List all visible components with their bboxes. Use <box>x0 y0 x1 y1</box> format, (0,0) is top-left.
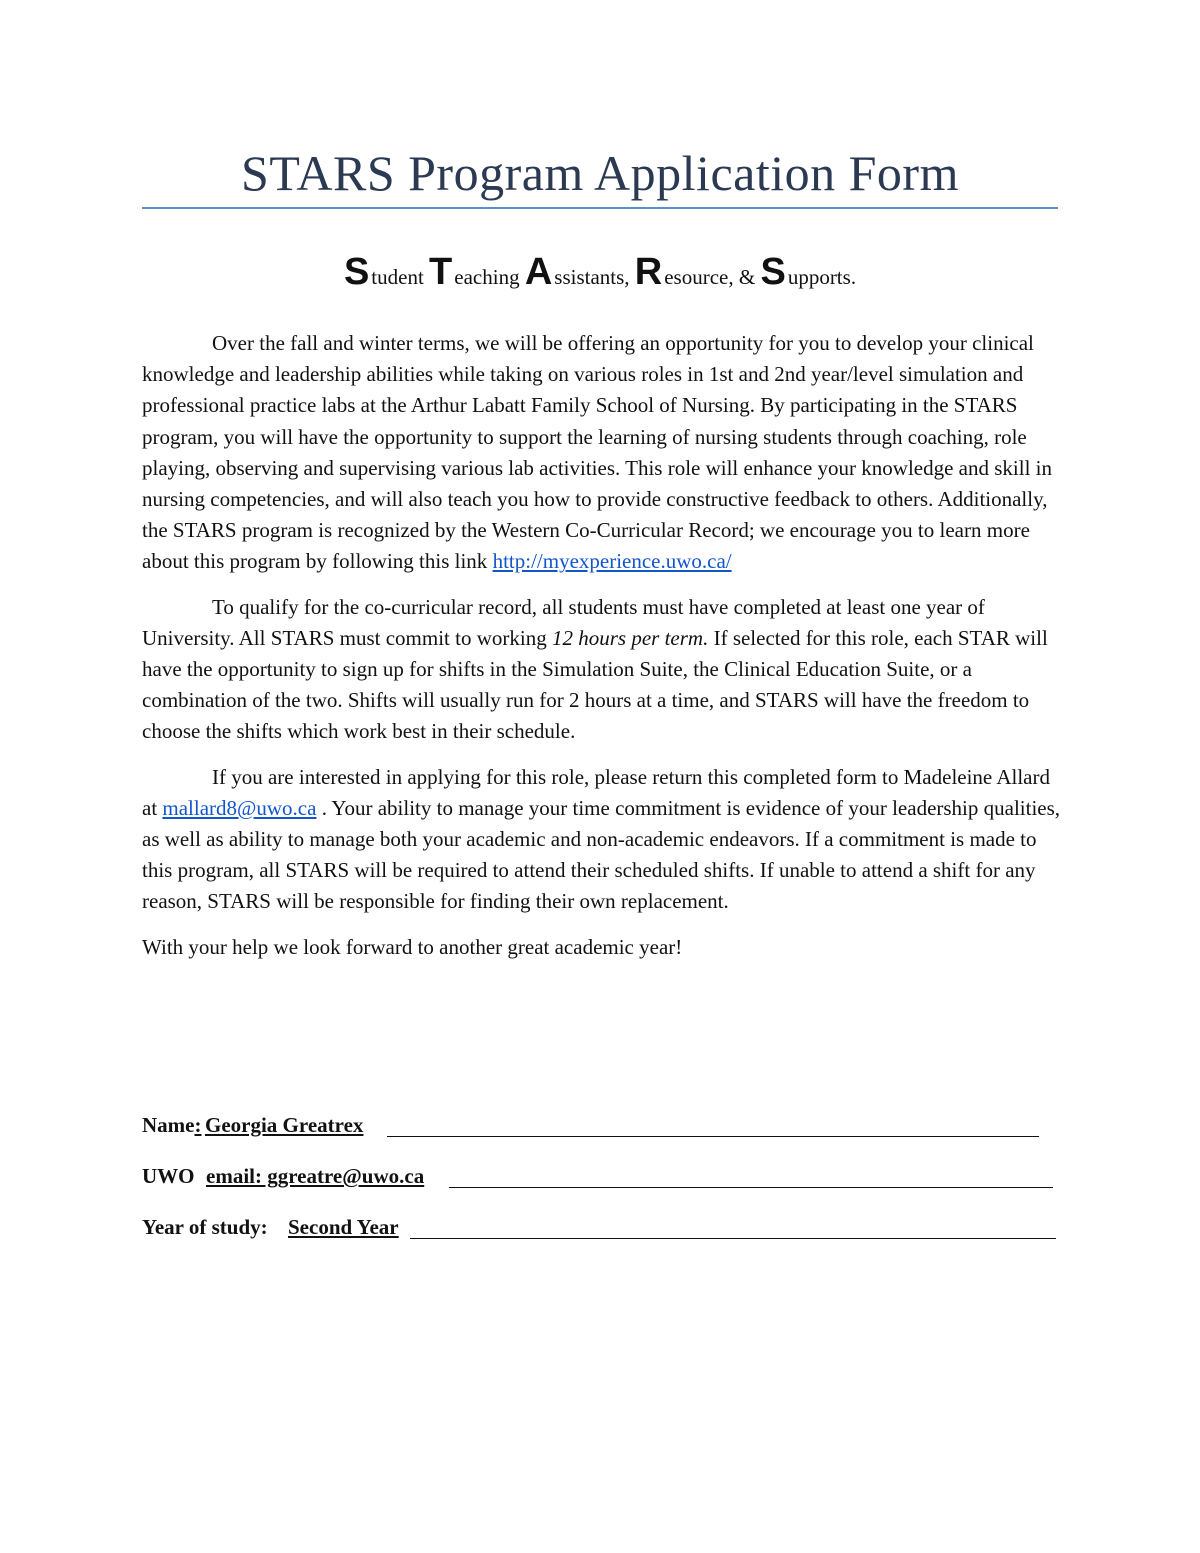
acronym-rest: upports. <box>787 265 857 289</box>
paragraph-apply <box>142 762 1062 918</box>
paragraph-apply-text-end: . Your ability to manage your time commitment is evidence of your leadership qualities, as well as ability to manage both your academic and non-academic endeavors. If a commitment is made to this program, all STARS will be required to attend their scheduled shifts. If unable to attend a shift for any reason, STARS will be responsible for finding their own replacement. <box>142 795 1061 914</box>
name-underline <box>387 1136 1039 1137</box>
acronym-rest: eaching <box>454 265 520 289</box>
hours-emphasis: 12 hours per term. <box>551 625 709 650</box>
acronym-word <box>429 251 520 293</box>
acronym-rest: esource, & <box>664 265 756 289</box>
myexperience-link[interactable]: http://myexperience.uwo.ca/ <box>492 549 732 574</box>
email-link[interactable]: mallard8@uwo.ca <box>162 795 317 820</box>
paragraph-closing: With your help we look forward to another great academic year! <box>142 934 683 959</box>
year-field[interactable] <box>142 1212 1058 1263</box>
year-value: Second Year <box>288 1215 399 1239</box>
acronym-letter: S <box>343 251 370 293</box>
name-value: Georgia Greatrex <box>205 1113 364 1137</box>
email-label: UWO <box>142 1164 195 1188</box>
paragraph-intro <box>142 328 1062 578</box>
paragraph-qualify-text: To qualify for the co-curricular record, all students must have completed at least one year of University. All STARS must commit to working <box>142 594 985 650</box>
acronym-letter: T <box>429 251 453 293</box>
acronym-line <box>142 252 1058 297</box>
year-underline <box>410 1238 1056 1239</box>
email-underline <box>449 1187 1053 1188</box>
acronym-word <box>343 251 424 293</box>
acronym-word <box>634 251 756 293</box>
paragraph-qualify <box>142 592 1062 748</box>
year-label: Year of study: <box>142 1215 268 1239</box>
email-value: email: ggreatre@uwo.ca <box>206 1164 425 1188</box>
acronym-letter: S <box>760 251 786 293</box>
page-title: STARS Program Application Form <box>241 145 959 201</box>
applicant-fields <box>142 1110 1058 1263</box>
body-text <box>142 328 1062 977</box>
name-label: Name: <box>142 1113 202 1137</box>
email-field[interactable] <box>142 1161 1058 1212</box>
acronym-letter: R <box>634 251 663 293</box>
paragraph-intro-text: Over the fall and winter terms, we will be offering an opportunity for you to develop your clinical knowledge and leadership abilities while taking on various roles in 1st and 2nd year/level simulation and professional practice labs at the Arthur Labatt Family School of Nursing. By participating in the STARS program, you will have the opportunity to support the learning of nursing students through coaching, role playing, observing and supervising various lab activities. This role will enhance your knowledge and skill in nursing competencies, and will also teach you how to provide constructive feedback to others. Additionally, the STARS program is recognized by the Western Co-Curricular Record; we encourage you to learn more about this program by following this link <box>142 331 1053 574</box>
paragraph-qualify-text-end: If selected for this role, each STAR will have the opportunity to sign up for shifts in the Simulation Suite, the Clinical Education Suite, or a combination of the two. Shifts will usually run for 2 hours at a time, and STARS will have the freedom to choose the shifts which work best in their schedule. <box>142 625 1048 744</box>
acronym-word <box>524 251 630 293</box>
acronym-rest: tudent <box>371 265 424 289</box>
title-divider <box>142 207 1058 209</box>
paragraph-apply-text: If you are interested in applying for this role, please return this completed form to Madeleine Allard at <box>142 764 1050 820</box>
name-field[interactable] <box>142 1110 1058 1161</box>
acronym-letter: A <box>524 251 553 293</box>
acronym-rest: ssistants, <box>554 265 630 289</box>
acronym-word <box>760 251 857 293</box>
